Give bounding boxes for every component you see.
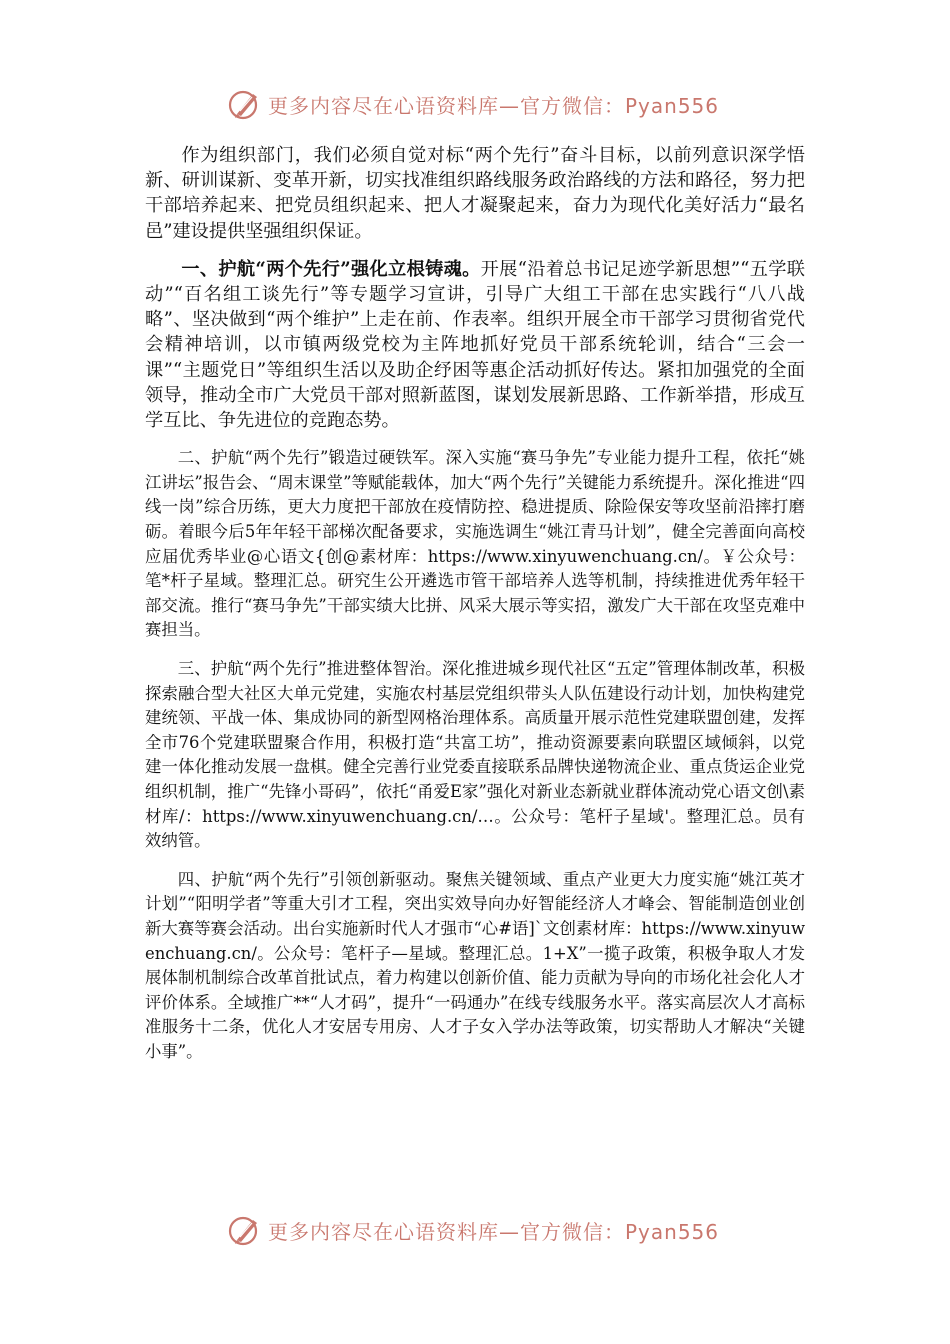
header-watermark-banner — [228, 84, 728, 124]
banner-text: 更多内容尽在心语资料库—官方微信：Pyan556 — [268, 1219, 720, 1244]
paragraph-text: 作为组织部门，我们必须自觉对标“两个先行”奋斗目标，以前列意识深学悟新、研训谋新、变革开新，切实找准组织路线服务政治路线的方法和路径，努力把干部培养起来、把党员组织起来、把人才凝聚起来，奋力为现代化美好活力“最名邑”建设提供坚强组织保证。 — [145, 145, 805, 242]
section-heading: 一、护航“两个先行”强化立根铸魂。 — [181, 258, 481, 280]
paragraph-section-4 — [145, 868, 805, 1065]
paragraph-text: 开展“沿着总书记足迹学新思想”“五学联动”“百名组工谈先行”等专题学习宣讲，引导广大组工干部在忠实践行“八八战略”、坚决做到“两个维护”上走在前、作表率。组织开展全市干部学习贯彻省党代会精神培训，以市镇两级党校为主阵地抓好党员干部系统轮训，结合“三会一课”“主题党日”等组织生活以及助企纾困等惠企活动抓好传达。紧扣加强党的全面领导，推动全市广大党员干部对照新蓝图，谋划发展新思路、工作新举措，形成互学互比、争先进位的竞跑态势。 — [145, 258, 805, 432]
paragraph-section-2 — [145, 446, 805, 643]
pen-nib-icon — [228, 87, 262, 121]
banner-text: 更多内容尽在心语资料库—官方微信：Pyan556 — [268, 93, 720, 118]
footer-watermark-banner — [228, 1210, 728, 1250]
pen-nib-icon — [228, 1213, 262, 1247]
document-body — [145, 143, 805, 1078]
paragraph-text: 二、护航“两个先行”锻造过硬铁军。深入实施“赛马争先”专业能力提升工程，依托“姚江讲坛”报告会、“周末课堂”等赋能载体，加大“两个先行”关键能力系统提升。深化推进“四线一岗”综合历练，更大力度把干部放在疫情防控、稳进提质、除险保安等攻坚前沿摔打磨砺。着眼今后5年年轻干部梯次配备要求，实施选调生“姚江青马计划”，健全完善面向高校应届优秀毕业@心语文{创@素材库：https://www.xinyuwenchuang.cn/。￥公众号：笔*杆子星域。整理汇总。研究生公开遴选市管干部培养人选等机制，持续推进优秀年轻干部交流。推行“赛马争先”干部实绩大比拼、风采大展示等实招，激发广大干部在攻坚克难中赛担当。 — [145, 448, 805, 640]
paragraph-text: 四、护航“两个先行”引领创新驱动。聚焦关键领域、重点产业更大力度实施“姚江英才计划”“阳明学者”等重大引才工程，突出实效导向办好智能经济人才峰会、智能制造创业创新大赛等赛会活动。出台实施新时代人才强市“心#语]`文创素材库：https://www.xinyuwenchuang.cn/。公众号：笔杆子—星域。整理汇总。1+X”一揽子政策，积极争取人才发展体制机制综合改革首批试点，着力构建以创新价值、能力贡献为导向的市场化社会化人才评价体系。全域推广**“人才码”，提升“一码通办”在线专线服务水平。落实高层次人才高标准服务十二条，优化人才安居专用房、人才子女入学办法等政策，切实帮助人才解决“关键小事”。 — [145, 869, 805, 1061]
paragraph-section-1 — [145, 257, 805, 433]
paragraph-section-3 — [145, 657, 805, 854]
paragraph-text: 三、护航“两个先行”推进整体智治。深化推进城乡现代社区“五定”管理体制改革，积极探索融合型大社区大单元党建，实施农村基层党组织带头人队伍建设行动计划，加快构建党建统领、平战一体、集成协同的新型网格治理体系。高质量开展示范性党建联盟创建，发挥全市76个党建联盟聚合作用，积极打造“共富工坊”，推动资源要素向联盟区域倾斜，以党建一体化推动发展一盘棋。健全完善行业党委直接联系品牌快递物流企业、重点货运企业党组织机制，推广“先锋小哥码”，依托“甬爱E家”强化对新业态新就业群体流动党心语文创\素材库/：https://www.xinyuwenchuang.cn/…。公众号：笔杆子星域'。整理汇总。员有效纳管。 — [145, 658, 805, 851]
paragraph-intro — [145, 143, 805, 244]
